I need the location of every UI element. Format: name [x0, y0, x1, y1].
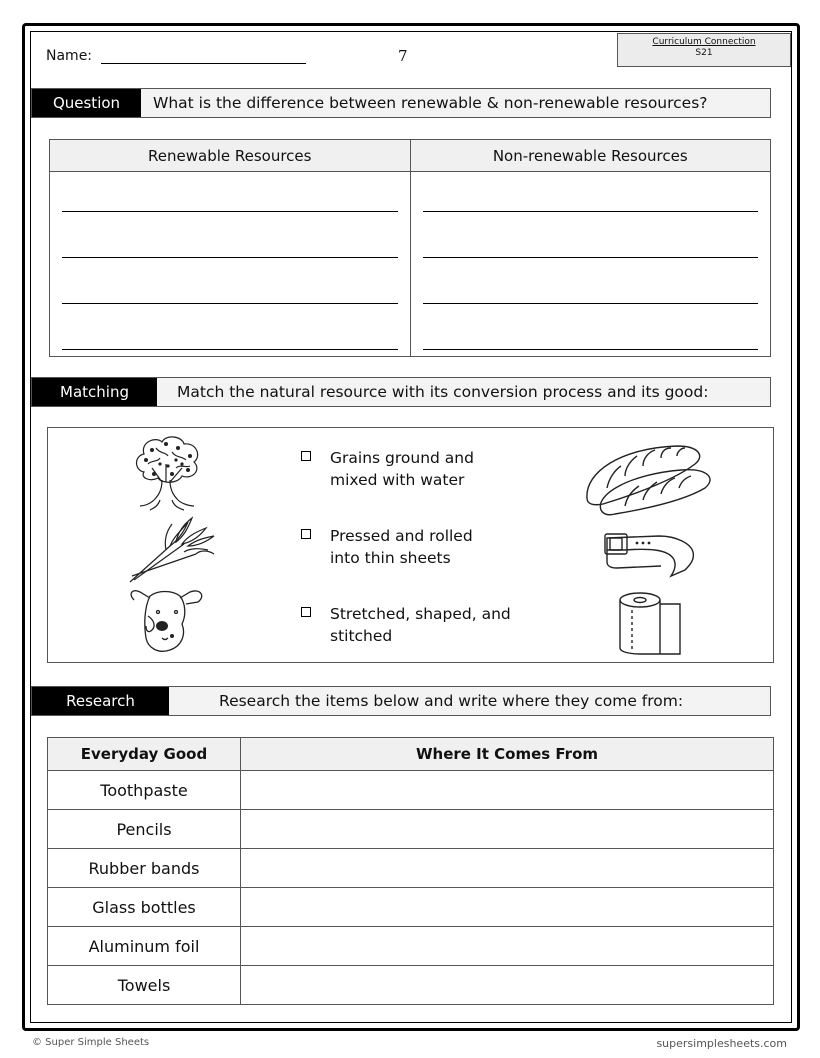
table-row	[48, 810, 774, 849]
good-name: Glass bottles	[48, 888, 241, 927]
copyright-text: © Super Simple Sheets	[32, 1037, 150, 1048]
checkbox[interactable]	[301, 529, 311, 539]
process-label: Stretched, shaped, and stitched	[330, 605, 511, 645]
paper-roll-icon	[614, 590, 686, 656]
matching-prompt: Match the natural resource with its conversion process and its good:	[177, 383, 709, 401]
answer-line[interactable]	[62, 304, 398, 350]
cow-icon	[128, 586, 208, 656]
nonrenewable-header: Non-renewable Resources	[410, 140, 771, 172]
origin-answer-cell[interactable]	[241, 810, 774, 849]
bread-icon	[581, 438, 721, 518]
origin-answer-cell[interactable]	[241, 771, 774, 810]
table-row	[48, 927, 774, 966]
resources-table	[49, 139, 771, 357]
research-table	[47, 737, 774, 1005]
process-item[interactable]	[301, 525, 473, 569]
checkbox[interactable]	[301, 451, 311, 461]
website-link[interactable]: supersimplesheets.com	[656, 1037, 787, 1050]
belt-icon	[601, 526, 695, 580]
answer-line[interactable]	[423, 212, 759, 258]
origin-answer-cell[interactable]	[241, 849, 774, 888]
table-row	[48, 849, 774, 888]
table-row	[48, 966, 774, 1005]
question-tag: Question	[32, 89, 141, 117]
matching-box	[47, 427, 774, 663]
good-name: Aluminum foil	[48, 927, 241, 966]
table-row	[48, 771, 774, 810]
wheat-icon	[126, 510, 218, 584]
checkbox[interactable]	[301, 607, 311, 617]
process-label: Grains ground and mixed with water	[330, 449, 474, 489]
good-name: Rubber bands	[48, 849, 241, 888]
answer-line[interactable]	[62, 212, 398, 258]
curriculum-badge	[617, 33, 791, 67]
research-tag: Research	[32, 687, 169, 715]
process-item[interactable]	[301, 447, 474, 491]
origin-answer-cell[interactable]	[241, 927, 774, 966]
origin-answer-cell[interactable]	[241, 888, 774, 927]
name-field[interactable]	[101, 63, 306, 64]
renewable-header: Renewable Resources	[50, 140, 411, 172]
matching-tag: Matching	[32, 378, 157, 406]
question-bar	[31, 88, 771, 118]
research-prompt: Research the items below and write where they come from:	[219, 692, 684, 710]
matching-bar	[31, 377, 771, 407]
answer-line[interactable]	[62, 172, 398, 212]
research-bar	[31, 686, 771, 716]
good-name: Towels	[48, 966, 241, 1005]
answer-line[interactable]	[423, 172, 759, 212]
renewable-answer-area[interactable]	[50, 172, 411, 357]
nonrenewable-answer-area[interactable]	[410, 172, 771, 357]
tree-icon	[132, 434, 202, 512]
good-name: Pencils	[48, 810, 241, 849]
process-label: Pressed and rolled into thin sheets	[330, 527, 473, 567]
answer-line[interactable]	[62, 258, 398, 304]
question-prompt: What is the difference between renewable & non-renewable resources?	[153, 94, 708, 112]
origin-answer-cell[interactable]	[241, 966, 774, 1005]
answer-line[interactable]	[423, 258, 759, 304]
origin-header: Where It Comes From	[241, 738, 774, 771]
process-item[interactable]	[301, 603, 511, 647]
name-label: Name:	[46, 48, 93, 64]
everyday-good-header: Everyday Good	[48, 738, 241, 771]
good-name: Toothpaste	[48, 771, 241, 810]
table-row	[48, 888, 774, 927]
page-number: 7	[398, 47, 408, 65]
curriculum-title: Curriculum Connection	[652, 37, 756, 47]
answer-line[interactable]	[423, 304, 759, 350]
curriculum-code: S21	[695, 48, 713, 58]
